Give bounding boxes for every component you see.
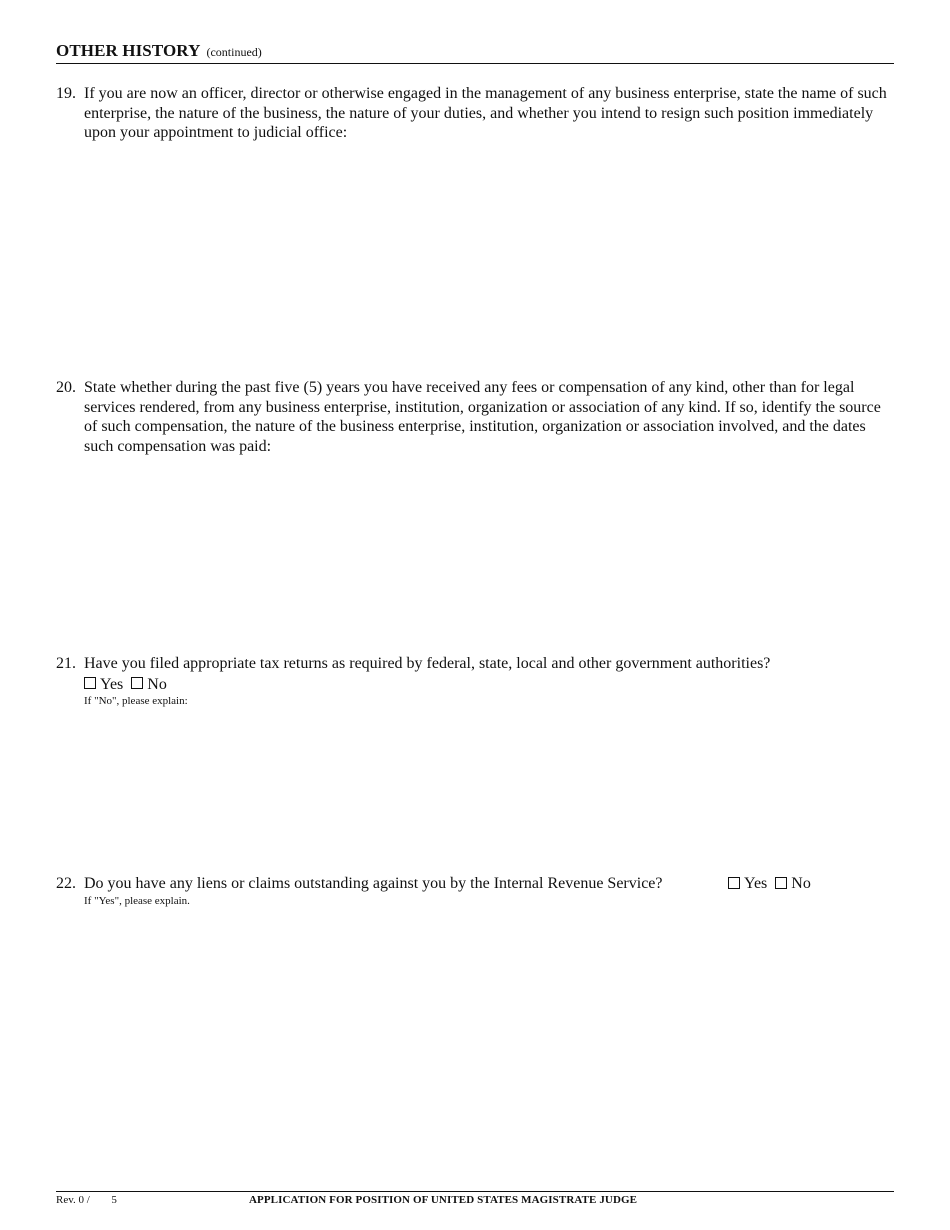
yes-checkbox-option[interactable] xyxy=(728,874,767,894)
question-number: 21. xyxy=(56,655,76,672)
no-checkbox-option[interactable] xyxy=(131,675,167,695)
yes-no-options xyxy=(84,675,896,695)
page-footer xyxy=(56,1191,894,1212)
no-checkbox-option[interactable] xyxy=(775,874,811,894)
no-checkbox[interactable] xyxy=(775,877,787,889)
question-text: Have you filed appropriate tax returns as required by federal, state, local and other government authorities? xyxy=(84,655,771,672)
question-number: 20. xyxy=(56,379,76,396)
answer-area-19[interactable] xyxy=(84,146,894,368)
footer-title: APPLICATION FOR POSITION OF UNITED STATES MAGISTRATE JUDGE xyxy=(249,1194,638,1206)
question-text: If you are now an officer, director or otherwise engaged in the management of any business enterprise, state the name of such enterprise, the nature of the business, the nature of your duties, and whether you intend to resign such position immediately upon your appointment to judicial office: xyxy=(84,85,887,141)
no-checkbox[interactable] xyxy=(131,677,143,689)
footer-revision-group xyxy=(56,1194,117,1206)
answer-area-21[interactable] xyxy=(84,716,894,866)
answer-area-20[interactable] xyxy=(84,462,894,646)
question-21 xyxy=(56,654,896,708)
question-text: Do you have any liens or claims outstanding against you by the Internal Revenue Service? xyxy=(84,875,663,892)
section-title: OTHER HISTORY xyxy=(56,41,201,60)
question-number: 19. xyxy=(56,85,76,102)
question-text: State whether during the past five (5) years you have received any fees or compensation of any kind, other than for legal services rendered, from any business enterprise, institution, organization or association of any kind. If so, identify the source of such compensation, the nature of the business enterprise, institution, organization or association involved, and the dates such compensation was paid: xyxy=(84,379,881,455)
yes-label: Yes xyxy=(100,675,124,693)
yes-checkbox[interactable] xyxy=(84,677,96,689)
question-number: 22. xyxy=(56,875,76,892)
question-20 xyxy=(56,378,896,456)
yes-checkbox-option[interactable] xyxy=(84,675,123,695)
no-label: No xyxy=(147,675,167,693)
yes-label: Yes xyxy=(744,875,768,892)
explain-note: If "Yes", please explain. xyxy=(84,894,190,907)
footer-revision: Rev. 0 / xyxy=(56,1194,90,1206)
yes-checkbox[interactable] xyxy=(728,877,740,889)
no-label: No xyxy=(791,875,811,892)
explain-note: If "No", please explain: xyxy=(84,695,188,707)
question-19 xyxy=(56,84,896,143)
yes-no-options xyxy=(728,874,811,894)
question-22 xyxy=(56,874,896,908)
answer-area-22[interactable] xyxy=(84,912,894,1172)
section-header xyxy=(56,41,894,64)
footer-page-number: 5 xyxy=(111,1194,117,1206)
section-subtitle: (continued) xyxy=(206,45,262,59)
